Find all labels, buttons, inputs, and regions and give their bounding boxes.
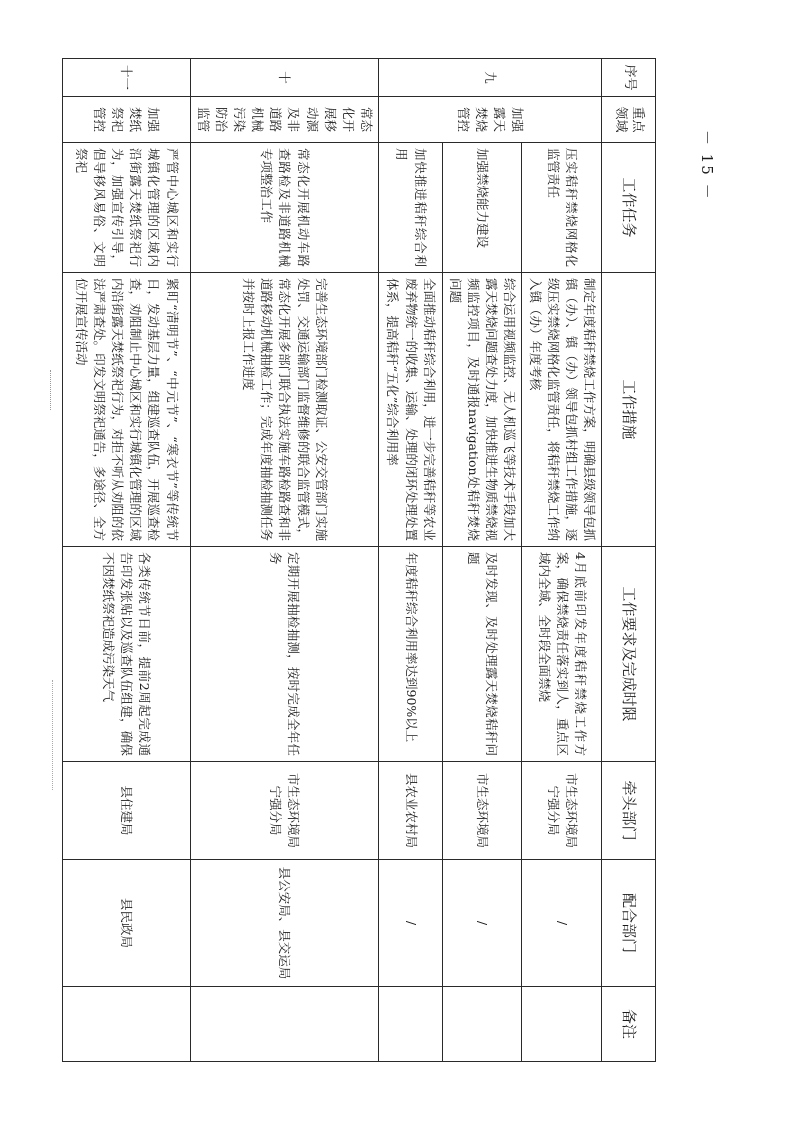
header-task: 工作任务 — [602, 143, 656, 273]
lead-dept-cell: 市生态环境局 — [443, 762, 523, 860]
header-seq: 序号 — [602, 59, 656, 97]
coop-dept-cell: 县公安局、县交运局 — [190, 860, 378, 987]
header-note: 备注 — [602, 987, 656, 1062]
coop-dept-cell: / — [522, 860, 602, 987]
note-cell — [190, 987, 378, 1062]
table-row — [62, 59, 190, 1062]
coop-dept-cell: 县民政局 — [62, 860, 190, 987]
field-cell: 常态化开展移动源及非道路机械污染防治监管 — [190, 97, 378, 143]
lead-dept-cell: 市生态环境局宁强分局 — [190, 762, 378, 860]
measure-cell: 全面推动秸秆综合利用，进一步完善秸秆等农业废弃物统一的收集、运输、处理的闭环处理处置体系，提高秸秆“五化”综合利用率 — [379, 273, 443, 547]
task-cell: 加强禁烧能力建设 — [443, 143, 523, 273]
header-requirement: 工作要求及完成时限 — [602, 547, 656, 762]
header-coop: 配合部门 — [602, 860, 656, 987]
task-cell: 压实秸秆禁烧网格化监管责任 — [522, 143, 602, 273]
work-plan-table — [62, 58, 656, 1062]
seq-cell: 九 — [379, 59, 602, 97]
measure-cell: 制定年度秸秆禁烧工作方案，明确县级领导包抓镇（办）、镇（办）领导包抓村组工作措施，逐级压实禁烧网格化监管责任，将秸秆禁烧工作纳入镇（办）年度考核 — [522, 273, 602, 547]
scan-mark — [50, 370, 54, 410]
task-cell: 常态化开展机动车路查路检及非道路机械专项整治工作 — [190, 143, 378, 273]
field-cell: 加强露天焚烧管控 — [379, 97, 602, 143]
table-row — [190, 59, 378, 1062]
note-cell — [522, 987, 602, 1062]
coop-dept-cell: / — [379, 860, 443, 987]
requirement-cell: 年度秸秆综合利用率达到90%以上 — [379, 547, 443, 762]
lead-dept-cell: 县农业农村局 — [379, 762, 443, 860]
coop-dept-cell: / — [443, 860, 523, 987]
task-cell: 加快推进秸秆综合利用 — [379, 143, 443, 273]
table-row — [379, 59, 443, 1062]
seq-cell: 十一 — [62, 59, 190, 97]
table-row — [443, 59, 523, 1062]
table-header-row — [602, 59, 656, 1062]
requirement-cell: 4月底前印发年度秸秆禁烧工作方案，确保禁烧责任落实到人，重点区域内全域、全时段全面禁烧 — [522, 547, 602, 762]
table-row — [522, 59, 602, 1062]
task-cell: 严管中心城区和实行城镇化管理的区域内沿街露天焚纸祭祀行为，加强宣传引导，倡导移风易俗、文明祭祀 — [62, 143, 190, 273]
measure-cell: 综合运用视频监控、无人机巡飞等技术手段加大露天焚烧问题查处力度，加快推进生物质禁烧视频监控项目，及时通报navigation处秸秆焚烧问题 — [443, 273, 523, 547]
requirement-cell: 定期开展抽检抽测，按时完成全年任务 — [190, 547, 378, 762]
measure-cell: 完善生态环境部门检测取证、公安交管部门实施处罚、交通运输部门监督维修的联合监管模式，常态化开展多部门联合执法实施车路检路查和非道路移动机械抽检工作；完成年度抽检抽测任务并按时上报工作进度 — [190, 273, 378, 547]
note-cell — [62, 987, 190, 1062]
header-field: 重点领域 — [602, 97, 656, 143]
note-cell — [443, 987, 523, 1062]
requirement-cell: 各类传统节日前，提前2周起完成通告印发张贴以及巡查队伍组建，确保不因焚纸祭祀造成污染天气 — [62, 547, 190, 762]
scan-mark — [52, 680, 56, 790]
lead-dept-cell: 市生态环境局宁强分局 — [522, 762, 602, 860]
rotated-table-wrapper — [74, 58, 656, 1061]
header-lead: 牵头部门 — [602, 762, 656, 860]
requirement-cell: 及时发现、及时处理露天焚烧秸秆问题 — [443, 547, 523, 762]
field-cell: 加强焚纸祭祀管控 — [62, 97, 190, 143]
note-cell — [379, 987, 443, 1062]
page-number: － 15 － — [698, 130, 716, 201]
seq-cell: 十 — [190, 59, 378, 97]
lead-dept-cell: 县住建局 — [62, 762, 190, 860]
header-measure: 工作措施 — [602, 273, 656, 547]
measure-cell: 紧盯“清明节”、“中元节”、“寒衣节”等传统节日，发动基层力量，组建巡查队伍，开展巡查检查，劝阻制止中心城区和实行城镇化管理的区域内沿街露天焚纸祭祀行为，对拒不听从劝阻的依法严肃查处。印发文明祭祀通告，多途径、全方位开展宣传活动 — [62, 273, 190, 547]
